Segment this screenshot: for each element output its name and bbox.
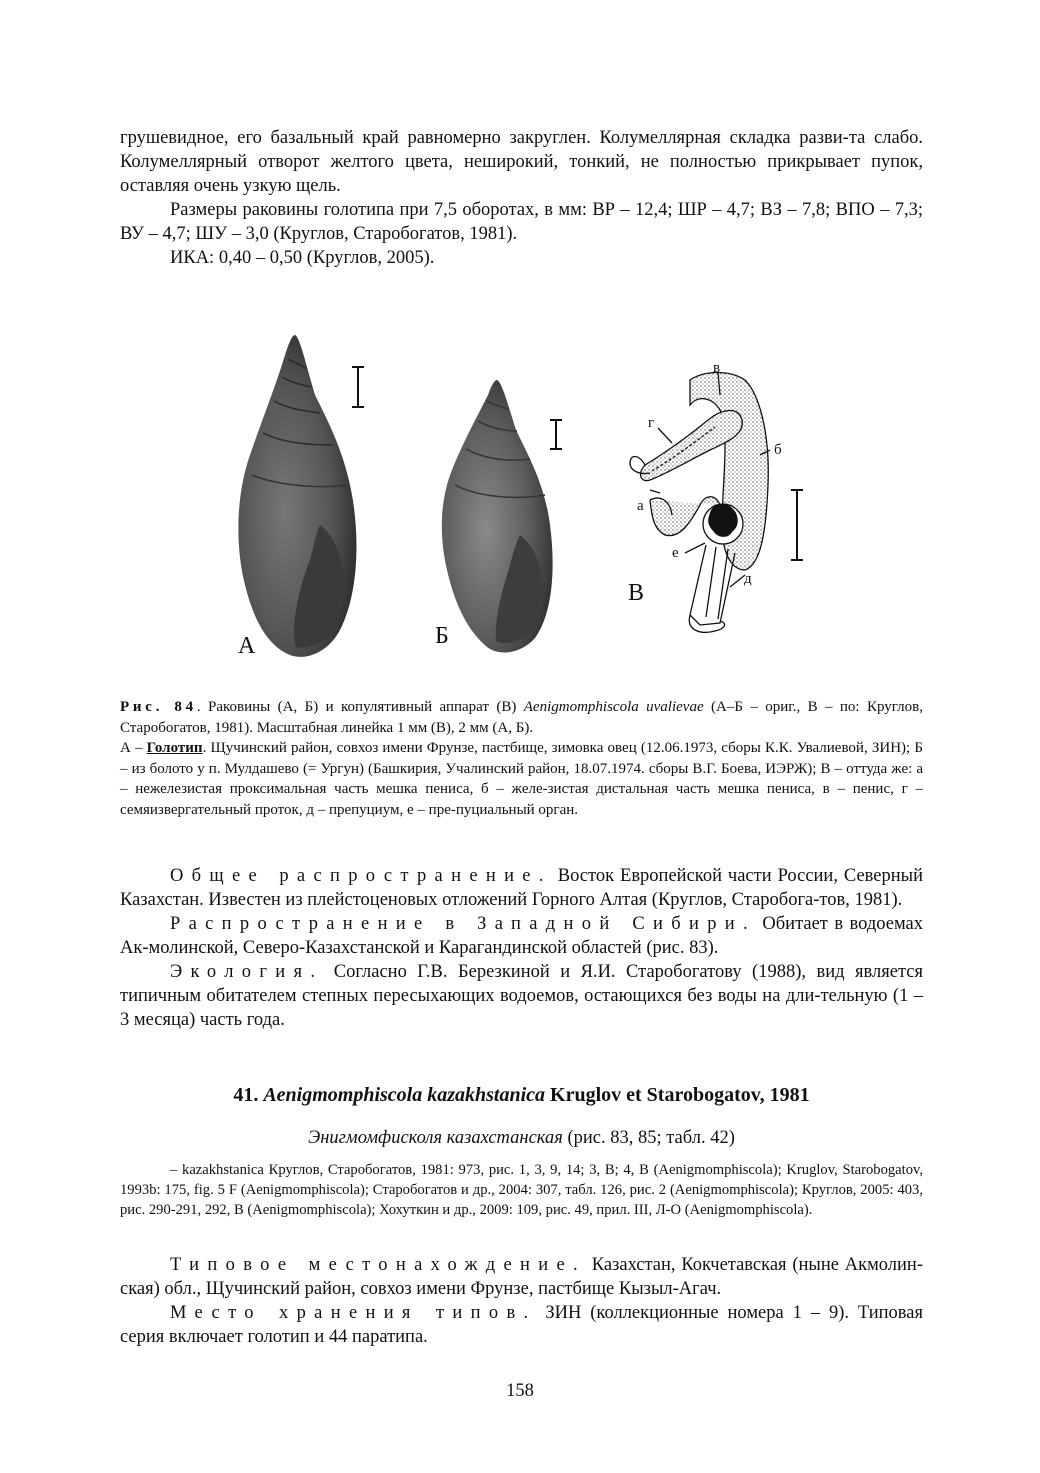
west-siberia-distribution bbox=[120, 912, 923, 960]
scale-bar-a bbox=[352, 367, 364, 407]
figure-caption bbox=[120, 697, 923, 820]
scale-bar-v bbox=[791, 490, 803, 560]
caption-main bbox=[120, 697, 923, 738]
caption-detail-text: . Щучинский район, совхоз имени Фрунзе, пастбище, зимовка овец (12.06.1973, сборы К.К. Увалиевой, ЗИН); Б – из болото у п. Мулдашево (= Ургун) (Башкирия, Учалинский район, 18.07.1974. сборы В.Г. Боева, ИЭРЖ); В – оттуда же: а – нежелезистая проксимальная часть мешка пениса, б – желе-зистая дистальная часть мешка пениса, в – пенис, г – семяизвергательный проток, д – препуциум, е – пре-пуциальный орган. bbox=[120, 740, 923, 818]
diagram-label-d: д bbox=[744, 571, 752, 587]
top-text bbox=[120, 126, 923, 270]
caption-holotype: Голотип bbox=[146, 740, 203, 756]
species-authors: Kruglov et Starobogatov, 1981 bbox=[545, 1084, 810, 1106]
scale-bar-b bbox=[550, 420, 562, 449]
caption-text-a: . Раковины (А, Б) и копулятивный аппарат (В) bbox=[196, 699, 524, 715]
copulatory-apparatus-diagram bbox=[630, 372, 770, 632]
shell-b-image bbox=[442, 380, 553, 653]
diagram-label-g: г bbox=[648, 415, 655, 431]
synonymy-text: – kazakhstanica Круглов, Старобогатов, 1981: 973, рис. 1, 3, 9, 14; 3, В; 4, В (Aenigmomphiscola); Kruglov, Starobogatov, 1993b: 175, fig. 5 F (Aenigmomphiscola); Старобогатов и др., 2004: 307, табл. 126, рис. 2 (Aenigmomphiscola); Круглов, 2005: 403, рис. 290-291, 292, В (Aenigmomphiscola); Хохуткин и др., 2009: 109, рис. 49, прил. III, Л-О (Aenigmomphiscola). bbox=[120, 1162, 923, 1218]
general-distribution bbox=[120, 864, 923, 912]
caption-label: Рис. 84 bbox=[120, 699, 197, 715]
west-siberia-label: Распространение в Западной Сибири. bbox=[170, 914, 756, 934]
type-locality bbox=[120, 1253, 923, 1301]
figure-label-v: В bbox=[628, 580, 645, 606]
paragraph-holotype-dimensions: Размеры раковины голотипа при 7,5 оборотах, в мм: ВР – 12,4; ШР – 4,7; ВЗ – 7,8; ВПО – 7,3; ВУ – 4,7; ШУ – 3,0 (Круглов, Старобогатов, 1981). bbox=[120, 200, 923, 244]
figure-label-b: Б bbox=[435, 623, 449, 649]
diagram-label-b: б bbox=[774, 442, 782, 458]
diagram-label-a: а bbox=[637, 498, 644, 514]
diagram-label-v: в bbox=[713, 360, 721, 376]
caption-detail-prefix: А – bbox=[120, 740, 147, 756]
type-storage bbox=[120, 1301, 923, 1349]
diagram-label-e: е bbox=[672, 545, 679, 561]
common-name-text: Энигмомфисколя казахстанская bbox=[308, 1128, 563, 1148]
ecology bbox=[120, 960, 923, 1032]
type-storage-text: ЗИН (коллекционные номера 1 – 9). Типовая серия включает голотип и 44 паратипа. bbox=[120, 1303, 923, 1347]
shell-a-image bbox=[238, 335, 356, 657]
caption-species: Aenigmomphiscola uvalievae bbox=[523, 699, 704, 715]
common-name-refs: (рис. 83, 85; табл. 42) bbox=[562, 1128, 735, 1148]
species-name: Aenigmomphiscola kazakhstanica bbox=[263, 1084, 546, 1106]
figure-84 bbox=[0, 325, 1040, 670]
caption-detail bbox=[120, 738, 923, 820]
distribution-sections bbox=[120, 864, 923, 1032]
figure-image bbox=[0, 325, 1040, 670]
paragraph-shell-description: грушевидное, его базальный край равномерно закруглен. Колумеллярная складка разви-та слабо. Колумеллярный отворот желтого цвета, неширокий, тонкий, не полностью прикрывает пупок, оставляя очень узкую щель. bbox=[120, 128, 923, 196]
paragraph-ika: ИКА: 0,40 – 0,50 (Круглов, 2005). bbox=[170, 248, 435, 268]
synonymy bbox=[120, 1160, 923, 1220]
type-locality-text: Казахстан, Кокчетавская (ныне Акмолин-ская) обл., Щучинский район, совхоз имени Фрунзе, пастбище Кызыл-Агач. bbox=[120, 1255, 923, 1299]
ecology-text: Согласно Г.В. Березкиной и Я.И. Старобогатову (1988), вид является типичным обитателем степных пересыхающих водоемов, остающихся без воды на дли-тельную (1 – 3 месяца) часть года. bbox=[120, 962, 923, 1030]
page-number: 158 bbox=[506, 1381, 534, 1401]
west-siberia-text: Обитает в водоемах Ак-молинской, Северо-Казахстанской и Карагандинской областей (рис. 83). bbox=[120, 914, 923, 958]
ecology-label: Экология. bbox=[170, 962, 324, 982]
species-heading bbox=[120, 1082, 923, 1108]
type-locality-label: Типовое местонахождение. bbox=[170, 1255, 586, 1275]
caption-text-b: (А–Б – ориг., В – по: Круглов, Старобогатов, 1981). Масштабная линейка 1 мм (В), 2 мм (А, Б). bbox=[120, 699, 923, 736]
type-storage-label: Место хранения типов. bbox=[170, 1303, 537, 1323]
general-distribution-label: Общее распространение. bbox=[170, 866, 552, 886]
figure-label-a: А bbox=[238, 633, 256, 659]
type-info bbox=[120, 1253, 923, 1349]
common-name bbox=[120, 1126, 923, 1150]
species-number: 41. bbox=[233, 1084, 264, 1106]
general-distribution-text: Восток Европейской части России, Северный Казахстан. Известен из плейстоценовых отложений Горного Алтая (Круглов, Старобога-тов, 1981). bbox=[120, 866, 923, 910]
